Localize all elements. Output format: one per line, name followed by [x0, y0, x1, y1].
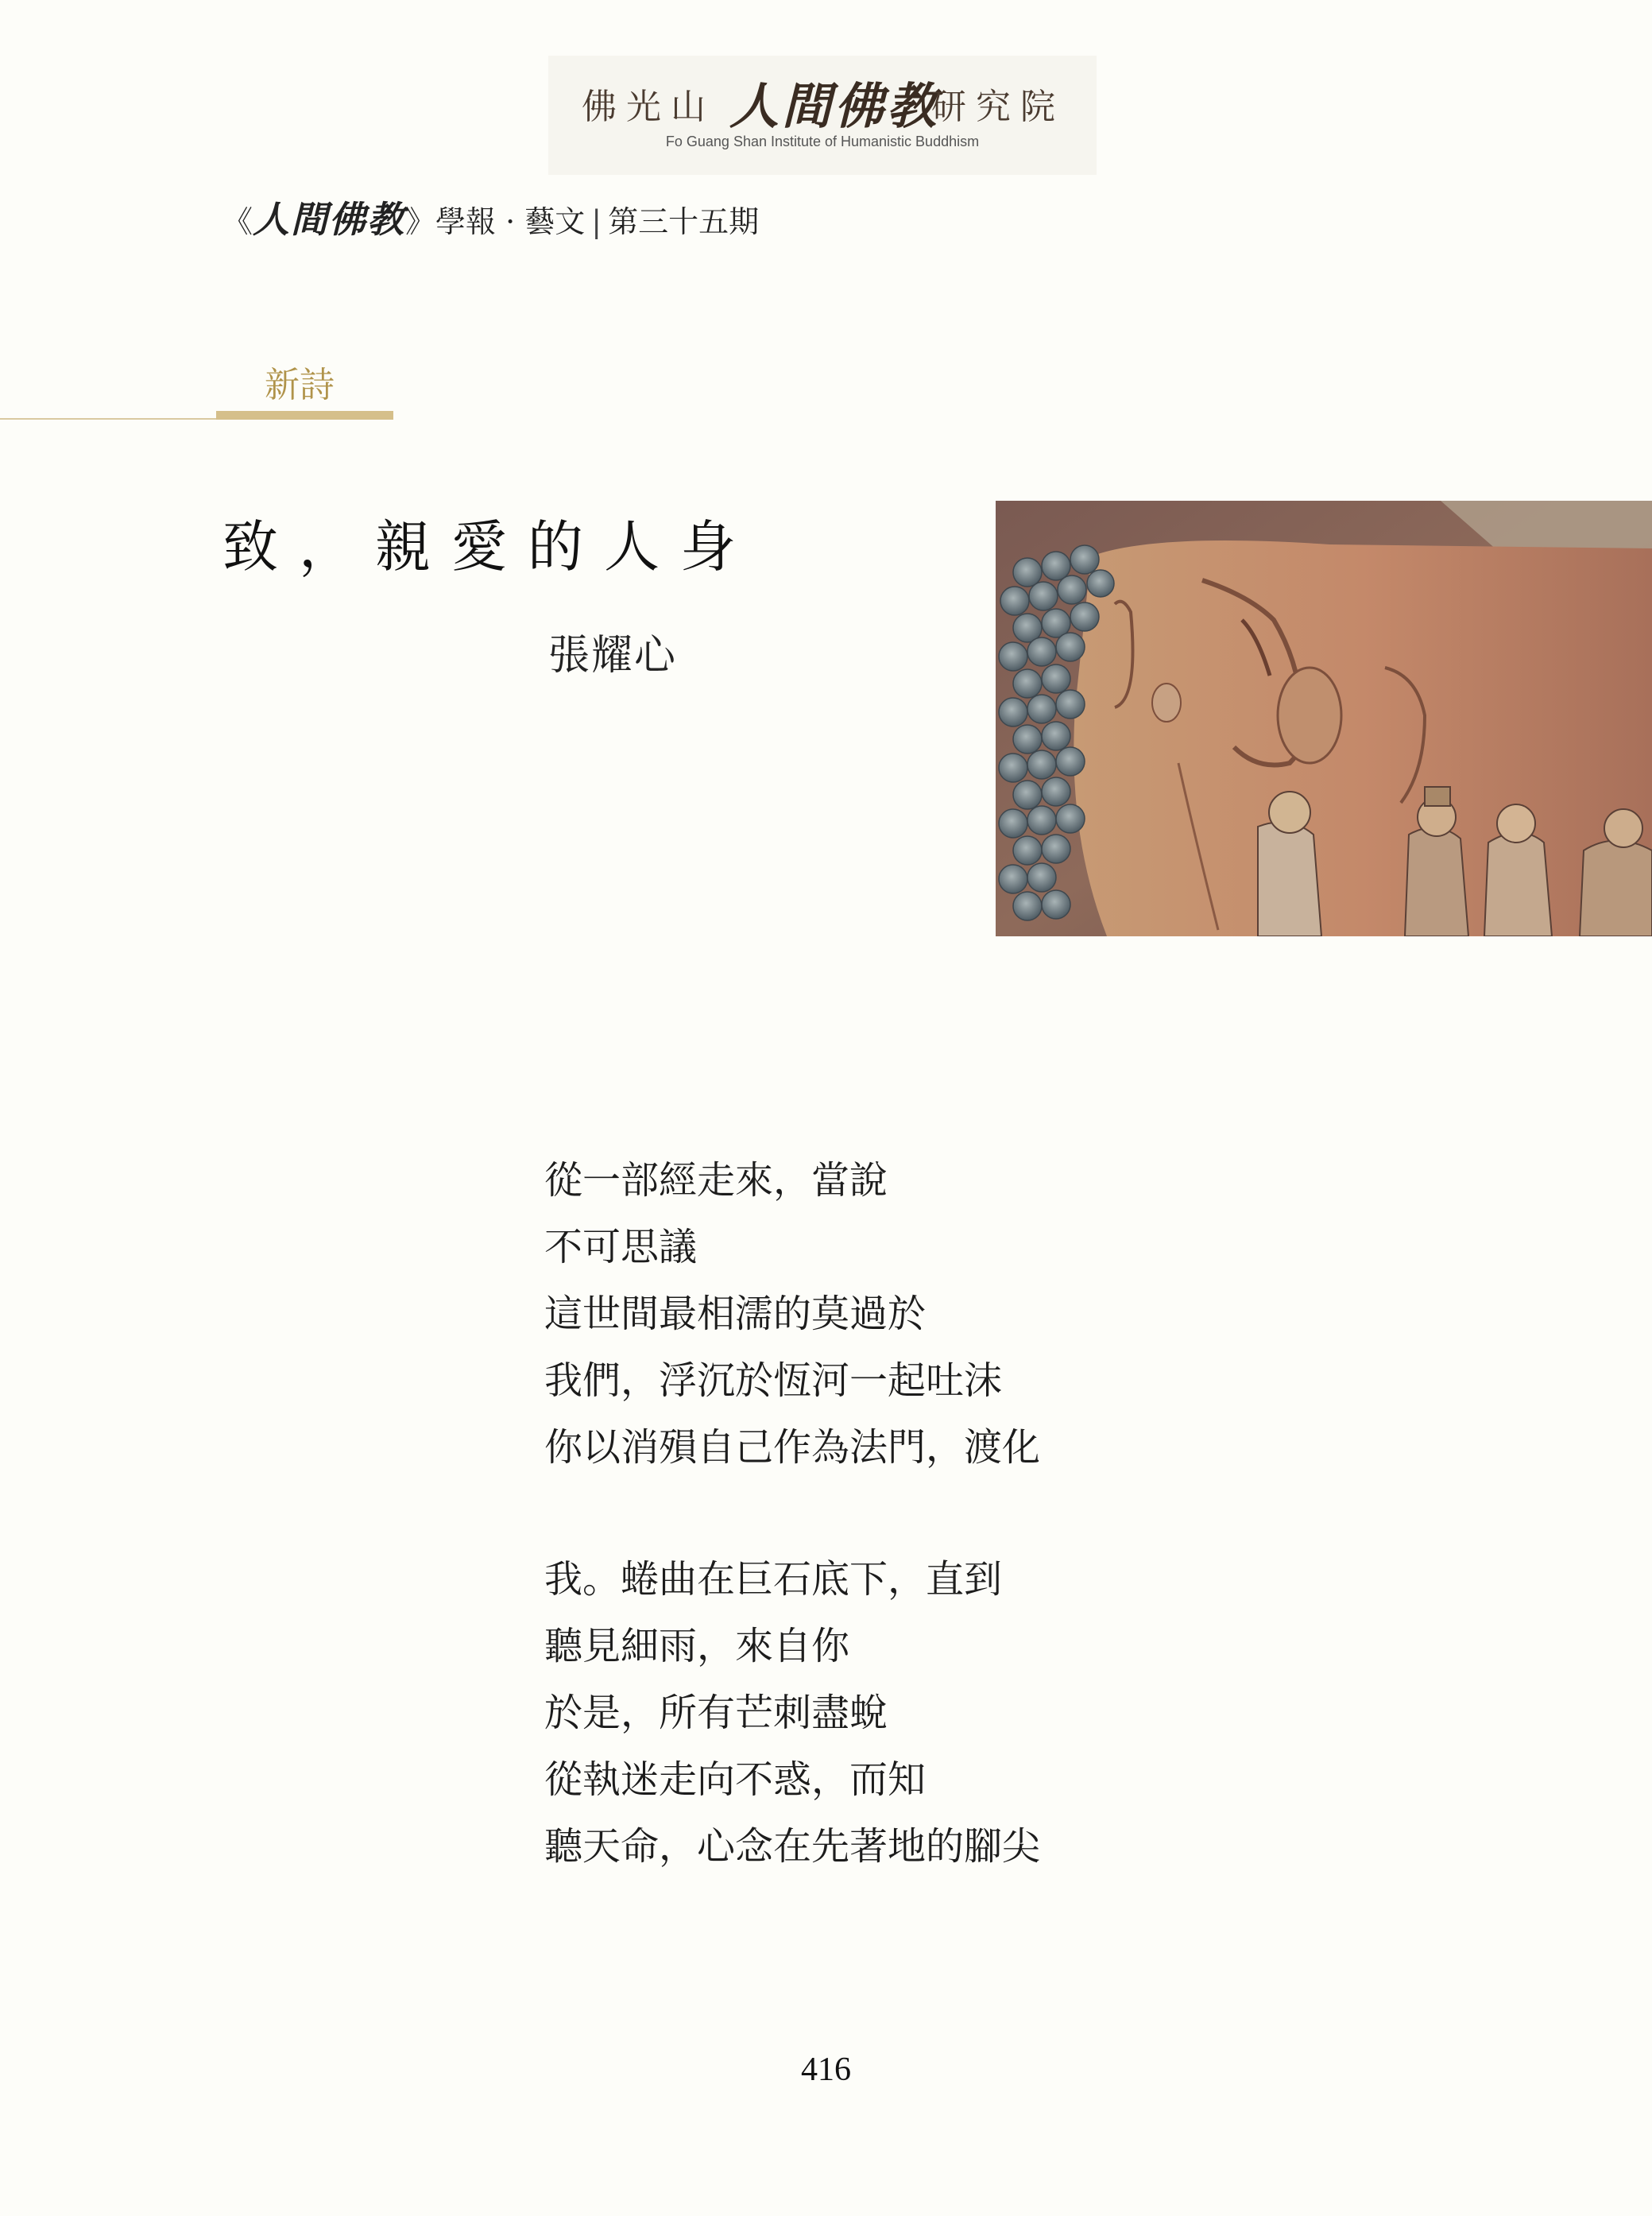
section-label: 新詩	[265, 365, 335, 405]
poem-line: 不可思議	[544, 1225, 698, 1269]
poem-line: 這世間最相濡的莫過於	[544, 1292, 927, 1336]
poem-line: 從一部經走來，當說	[544, 1158, 888, 1203]
stanza	[544, 1147, 1339, 1481]
poem-line: 於是，所有芒刺盡蛻	[544, 1691, 888, 1735]
journal-name: 人間佛教	[253, 198, 406, 241]
logo-subtitle: Fo Guang Shan Institute of Humanistic Buddhism	[665, 134, 980, 149]
journal-header	[222, 191, 759, 243]
stanza	[544, 1546, 1339, 1880]
logo-text-right: 研究院	[931, 87, 1065, 127]
stanza-gap	[544, 1481, 1339, 1546]
poem-line: 聽天命，心念在先著地的腳尖	[544, 1824, 1041, 1869]
section-accent-bar	[216, 411, 393, 420]
poem-line: 從執迷走向不惑，而知	[544, 1757, 927, 1802]
journal-close-bracket: 》	[405, 204, 436, 239]
poem-line: 我們，浮沉於恆河一起吐沫	[544, 1358, 1003, 1403]
poem-line: 聽見細雨，來自你	[544, 1624, 850, 1668]
poem-body	[544, 1147, 1339, 1880]
poem-author: 張耀心	[548, 632, 678, 680]
journal-section-text: 學報 · 藝文	[435, 204, 586, 239]
institute-logo	[548, 56, 1097, 175]
logo-text-left: 佛光山	[582, 87, 715, 127]
poem-line: 你以消殞自己作為法門，渡化	[544, 1425, 1041, 1470]
reclining-buddha-image	[996, 501, 1652, 936]
journal-issue: 第三十五期	[608, 204, 760, 239]
logo-calligraphy: 人間佛教	[729, 77, 940, 135]
journal-open-bracket: 《	[222, 204, 253, 239]
poem-title: 致，親愛的人身	[222, 514, 756, 579]
journal-separator: |	[591, 204, 602, 239]
poem-line: 我。蜷曲在巨石底下，直到	[544, 1557, 1003, 1602]
page-number: 416	[801, 2051, 851, 2088]
